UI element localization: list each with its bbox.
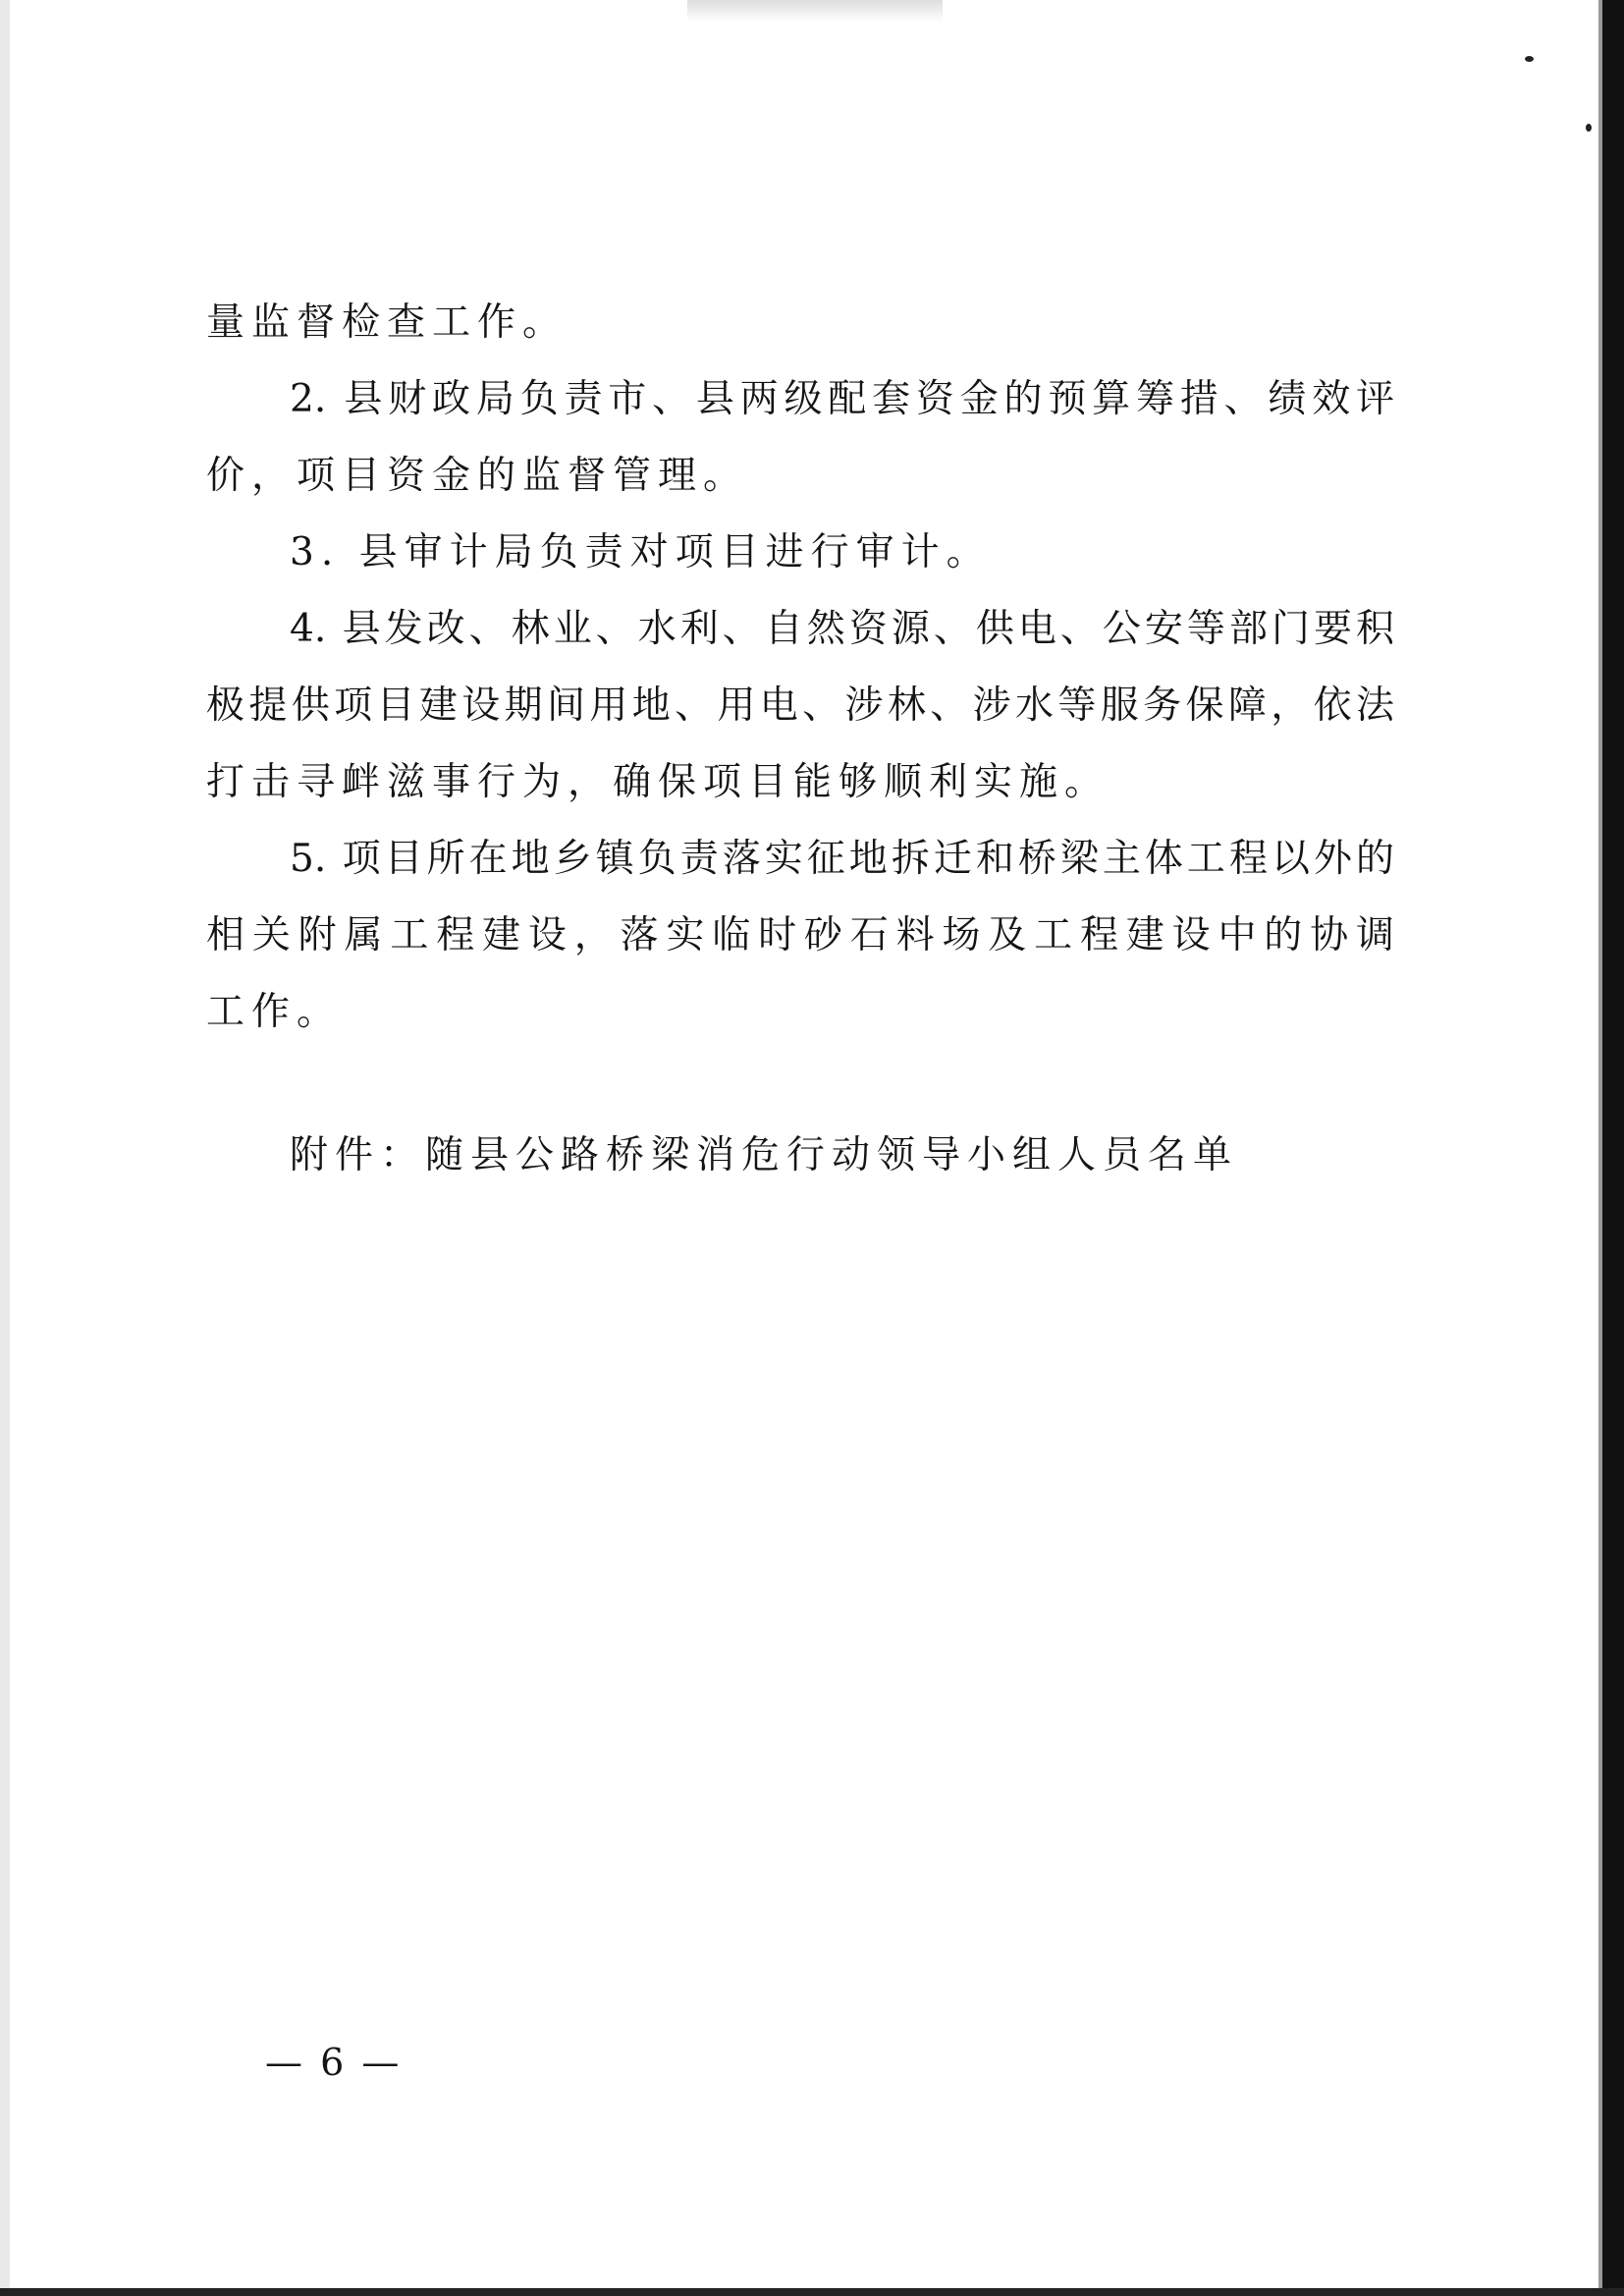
text-line: 工作。 [206, 990, 343, 1034]
page-number: — 6 — [265, 2041, 403, 2084]
text-line: 极提供项目建设期间用地、用电、涉林、涉水等服务保障，依法 [206, 683, 1394, 728]
text-line: 打击寻衅滋事行为，确保项目能够顺利实施。 [206, 760, 1110, 804]
body-text [206, 285, 1394, 1194]
text-line: 量监督检查工作。 [206, 301, 568, 345]
scan-edge-right [1602, 0, 1624, 2296]
attachment-line: 附件：随县公路桥梁消危行动领导小组人员名单 [290, 1133, 1239, 1177]
scan-edge-left [0, 0, 10, 2296]
paragraph-gap [206, 1051, 1394, 1118]
text-line: 价，项目资金的监督管理。 [206, 454, 749, 498]
scan-speck [1525, 56, 1534, 62]
text-line: 3. 县审计局负责对项目进行审计。 [290, 530, 992, 574]
text-line: 4. 县发改、林业、水利、自然资源、供电、公安等部门要积 [290, 607, 1394, 651]
text-line: 5. 项目所在地乡镇负责落实征地拆迁和桥梁主体工程以外的 [290, 837, 1394, 881]
text-line: 2. 县财政局负责市、县两级配套资金的预算筹措、绩效评 [290, 377, 1394, 421]
ink-bleed-through [687, 0, 943, 22]
scan-edge-bottom [0, 2288, 1624, 2296]
scan-speck [1586, 124, 1592, 132]
text-line: 相关附属工程建设，落实临时砂石料场及工程建设中的协调 [206, 913, 1394, 957]
